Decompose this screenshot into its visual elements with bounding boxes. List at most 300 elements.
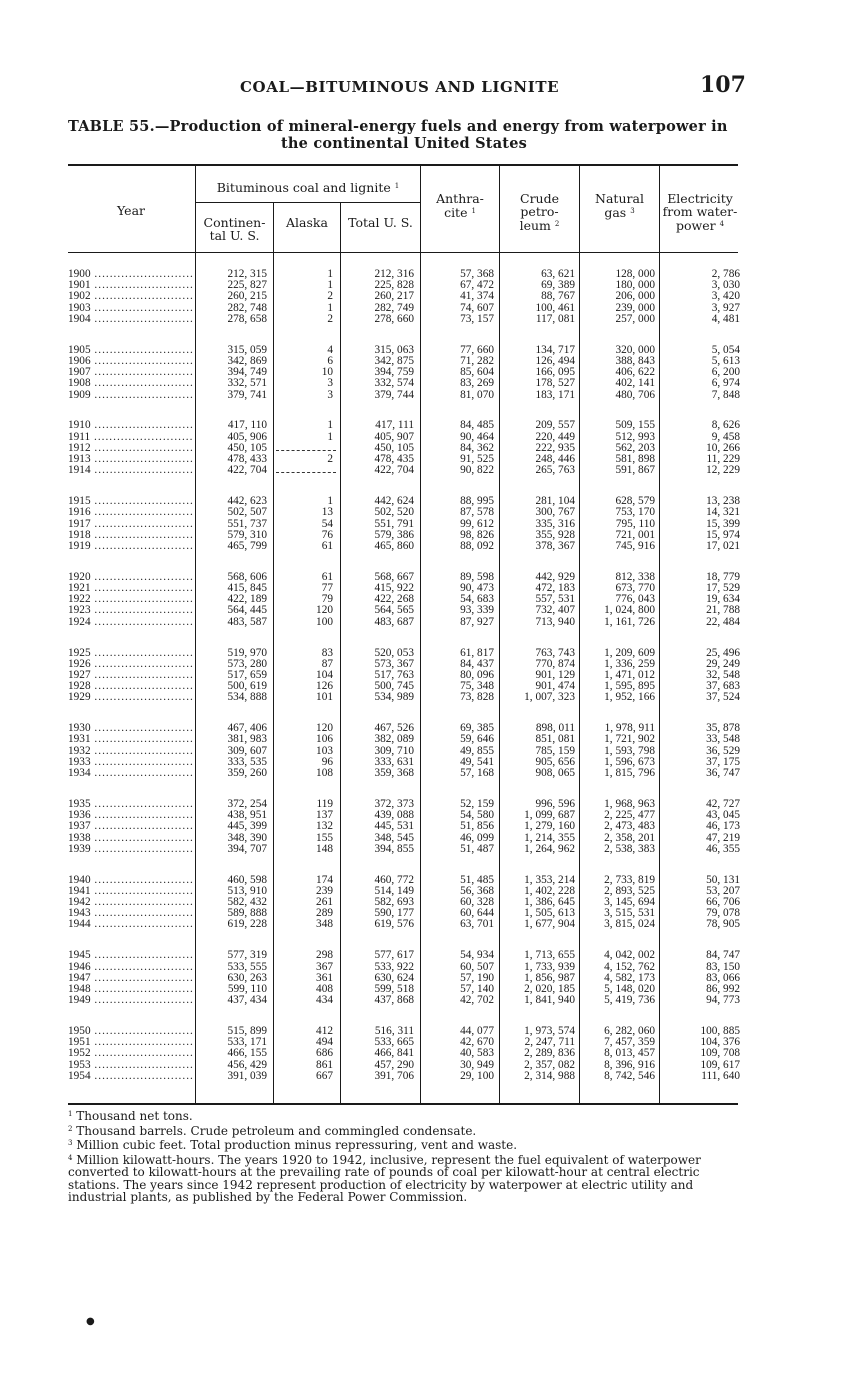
anthracite-cell: 51, 485 bbox=[460, 873, 494, 886]
gas-cell: 1, 024, 800 bbox=[604, 604, 655, 617]
continental-cell: 442, 623 bbox=[227, 495, 267, 508]
total-cell: 568, 667 bbox=[374, 570, 414, 583]
printer-mark-icon: ● bbox=[86, 1316, 95, 1327]
gas-cell: 402, 141 bbox=[615, 377, 655, 390]
year-cell: 1908 ..... bbox=[68, 377, 194, 390]
header-bituminous-label: Bituminous coal and lignite bbox=[216, 180, 391, 195]
electricity-cell: 79, 078 bbox=[706, 907, 740, 920]
year-cell: 1946 ..... bbox=[68, 961, 194, 974]
header-bituminous-group bbox=[196, 180, 420, 194]
footnote-text: Thousand net tons. bbox=[76, 1109, 193, 1123]
crude-cell: 134, 717 bbox=[535, 343, 575, 356]
total-cell: 467, 526 bbox=[374, 722, 414, 735]
continental-cell: 379, 741 bbox=[227, 388, 267, 401]
continental-cell: 445, 399 bbox=[227, 820, 267, 833]
year-cell: 1913 ..... bbox=[68, 453, 194, 466]
anthracite-cell: 73, 157 bbox=[460, 312, 494, 325]
gas-cell: 776, 043 bbox=[615, 593, 655, 606]
total-cell: 442, 624 bbox=[374, 495, 414, 508]
electricity-cell: 25, 496 bbox=[706, 646, 740, 659]
total-cell: 260, 217 bbox=[374, 290, 414, 303]
alaska-cell: 367 bbox=[316, 960, 333, 973]
total-cell: 590, 177 bbox=[374, 907, 414, 920]
anthracite-cell: 73, 828 bbox=[460, 691, 494, 704]
crude-cell: 281, 104 bbox=[535, 495, 575, 508]
continental-cell: 422, 704 bbox=[227, 464, 267, 477]
crude-cell: 901, 474 bbox=[535, 680, 575, 693]
continental-cell: 513, 910 bbox=[227, 884, 267, 897]
footnote-mark: 1 bbox=[68, 1110, 73, 1118]
anthracite-cell: 75, 348 bbox=[460, 680, 494, 693]
gas-cell: 628, 579 bbox=[615, 495, 655, 508]
year-cell: 1919 ..... bbox=[68, 540, 194, 553]
table-title-line-1: TABLE 55.—Production of mineral-energy fuels and energy from waterpower in bbox=[68, 118, 728, 135]
total-cell: 394, 855 bbox=[374, 842, 414, 855]
alaska-cell: 6 bbox=[327, 354, 333, 367]
alaska-cell: 4 bbox=[327, 343, 333, 356]
total-cell: 382, 089 bbox=[374, 733, 414, 746]
continental-cell: 225, 827 bbox=[227, 279, 267, 292]
continental-cell: 460, 598 bbox=[227, 873, 267, 886]
total-cell: 437, 868 bbox=[374, 994, 414, 1007]
alaska-cell: 348 bbox=[316, 918, 333, 931]
electricity-cell: 53, 207 bbox=[706, 884, 740, 897]
year-cell: 1944 ..... bbox=[68, 918, 194, 931]
anthracite-cell: 89, 598 bbox=[460, 570, 494, 583]
electricity-cell: 84, 747 bbox=[706, 949, 740, 962]
electricity-cell: 104, 376 bbox=[700, 1036, 740, 1049]
alaska-cell: 3 bbox=[327, 377, 333, 390]
anthracite-cell: 52, 159 bbox=[460, 797, 494, 810]
gas-cell: 128, 000 bbox=[615, 268, 655, 280]
anthracite-cell: 60, 644 bbox=[460, 907, 494, 920]
alaska-cell: 96 bbox=[321, 755, 333, 768]
year-cell: 1916 ..... bbox=[68, 506, 194, 519]
anthracite-cell: 59, 646 bbox=[460, 733, 494, 746]
electricity-cell: 12, 229 bbox=[706, 464, 740, 477]
anthracite-cell: 90, 822 bbox=[460, 464, 494, 477]
footnote-mark: 2 bbox=[68, 1124, 73, 1133]
anthracite-cell: 57, 168 bbox=[460, 767, 494, 779]
anthracite-cell: 81, 070 bbox=[460, 388, 494, 401]
crude-cell: 785, 159 bbox=[535, 744, 575, 757]
header-alaska: Alaska bbox=[286, 215, 328, 230]
continental-cell: 589, 888 bbox=[227, 907, 267, 920]
header-electricity-line-1: Electricity bbox=[667, 191, 733, 206]
electricity-cell: 37, 683 bbox=[706, 680, 740, 693]
crude-cell: 901, 129 bbox=[535, 668, 575, 681]
footnote-ref: 2 bbox=[554, 220, 560, 228]
gas-cell: 5, 148, 020 bbox=[604, 982, 655, 995]
total-cell: 333, 631 bbox=[374, 755, 414, 768]
continental-cell: 599, 110 bbox=[227, 982, 267, 995]
anthracite-cell: 44, 077 bbox=[460, 1025, 494, 1037]
anthracite-cell: 42, 670 bbox=[460, 1036, 494, 1049]
total-cell: 282, 749 bbox=[374, 301, 414, 314]
continental-cell: 212, 315 bbox=[227, 268, 267, 280]
continental-cell: 465, 799 bbox=[227, 539, 267, 552]
electricity-cell: 66, 706 bbox=[706, 896, 740, 908]
electricity-cell: 13, 238 bbox=[706, 495, 740, 508]
year-cell: 1927 ..... bbox=[68, 669, 194, 682]
crude-cell: 732, 407 bbox=[535, 604, 575, 617]
header-anthracite bbox=[421, 192, 499, 219]
year-cell: 1948 ..... bbox=[68, 983, 194, 996]
alaska-cell: 298 bbox=[316, 949, 333, 962]
continental-cell: 533, 555 bbox=[227, 960, 267, 973]
header-total: Total U. S. bbox=[348, 215, 413, 230]
year-cell: 1932 ..... bbox=[68, 745, 194, 758]
alaska-cell: 54 bbox=[321, 517, 333, 530]
crude-cell: 2, 247, 711 bbox=[524, 1036, 575, 1049]
running-head bbox=[0, 72, 847, 100]
header-continental-line-1: Continen- bbox=[203, 215, 266, 230]
crude-cell: 220, 449 bbox=[535, 430, 575, 443]
alaska-cell: 261 bbox=[316, 896, 333, 908]
electricity-cell: 17, 529 bbox=[706, 582, 740, 594]
alaska-cell: 361 bbox=[316, 971, 333, 984]
electricity-cell: 10, 266 bbox=[706, 441, 740, 454]
continental-cell: 450, 105 bbox=[227, 441, 267, 454]
crude-cell: 898, 011 bbox=[535, 722, 575, 735]
anthracite-cell: 63, 701 bbox=[460, 918, 494, 931]
year-cell: 1909 ..... bbox=[68, 389, 194, 402]
column-rule bbox=[579, 166, 580, 1103]
total-cell: 394, 759 bbox=[374, 366, 414, 379]
total-cell: 516, 311 bbox=[374, 1025, 414, 1037]
gas-cell: 753, 170 bbox=[615, 506, 655, 519]
continental-cell: 517, 659 bbox=[227, 668, 267, 681]
gas-cell: 2, 893, 525 bbox=[604, 884, 655, 897]
year-cell: 1904 ..... bbox=[68, 313, 194, 326]
total-cell: 348, 545 bbox=[374, 831, 414, 844]
electricity-cell: 83, 150 bbox=[706, 960, 740, 973]
year-cell: 1950 ..... bbox=[68, 1025, 194, 1038]
anthracite-cell: 54, 934 bbox=[460, 949, 494, 962]
column-rule bbox=[659, 166, 660, 1103]
alaska-cell: 861 bbox=[316, 1058, 333, 1071]
electricity-cell: 18, 779 bbox=[706, 570, 740, 583]
alaska-cell: 76 bbox=[321, 528, 333, 541]
anthracite-cell: 87, 927 bbox=[460, 615, 494, 628]
crude-cell: 1, 386, 645 bbox=[524, 896, 575, 908]
gas-cell: 2, 225, 477 bbox=[604, 809, 655, 822]
alaska-cell: 1 bbox=[327, 279, 333, 292]
anthracite-cell: 56, 368 bbox=[460, 884, 494, 897]
year-cell: 1953 ..... bbox=[68, 1059, 194, 1072]
continental-cell: 342, 869 bbox=[227, 354, 267, 367]
total-cell: 533, 665 bbox=[374, 1036, 414, 1049]
continental-cell: 483, 587 bbox=[227, 615, 267, 628]
continental-cell: 456, 429 bbox=[227, 1058, 267, 1071]
gas-cell: 480, 706 bbox=[615, 388, 655, 401]
total-cell: 630, 624 bbox=[374, 971, 414, 984]
alaska-cell: 667 bbox=[316, 1069, 333, 1082]
alaska-cell: 1 bbox=[327, 430, 333, 443]
alaska-cell: 2 bbox=[327, 312, 333, 325]
crude-cell: 1, 279, 160 bbox=[524, 820, 575, 833]
continental-cell: 551, 737 bbox=[227, 517, 267, 530]
electricity-cell: 94, 773 bbox=[706, 994, 740, 1007]
total-cell: 332, 574 bbox=[374, 377, 414, 390]
continental-cell: 422, 189 bbox=[227, 593, 267, 606]
total-cell: 465, 860 bbox=[374, 539, 414, 552]
year-cell: 1921 ..... bbox=[68, 582, 194, 595]
gas-cell: 1, 968, 963 bbox=[604, 797, 655, 810]
continental-cell: 359, 260 bbox=[227, 767, 267, 779]
alaska-cell: 494 bbox=[316, 1036, 333, 1049]
header-gas bbox=[580, 192, 659, 219]
electricity-cell: 47, 219 bbox=[706, 831, 740, 844]
anthracite-cell: 57, 190 bbox=[460, 971, 494, 984]
crude-cell: 209, 557 bbox=[535, 419, 575, 432]
crude-cell: 996, 596 bbox=[535, 797, 575, 810]
alaska-cell: 119 bbox=[316, 797, 333, 810]
column-rule bbox=[273, 203, 274, 1103]
header-continental-line-2: tal U. S. bbox=[209, 228, 260, 243]
header-crude-line-1: Crude bbox=[520, 191, 559, 206]
header-anthracite-line-2: cite bbox=[444, 205, 468, 220]
header-crude-line-2: petro- bbox=[520, 204, 559, 219]
gas-cell: 3, 815, 024 bbox=[604, 918, 655, 931]
total-cell: 415, 922 bbox=[374, 582, 414, 594]
anthracite-cell: 71, 282 bbox=[460, 354, 494, 367]
continental-cell: 478, 433 bbox=[227, 453, 267, 465]
gas-cell: 1, 336, 259 bbox=[604, 657, 655, 670]
total-cell: 309, 710 bbox=[374, 744, 414, 757]
header-continental bbox=[196, 216, 273, 242]
total-cell: 278, 660 bbox=[374, 312, 414, 325]
crude-cell: 222, 935 bbox=[535, 441, 575, 454]
crude-cell: 1, 841, 940 bbox=[524, 994, 575, 1007]
alaska-cell: 155 bbox=[316, 831, 333, 844]
year-cell: 1954 ..... bbox=[68, 1070, 194, 1083]
alaska-cell: 289 bbox=[316, 907, 333, 920]
total-cell: 500, 745 bbox=[374, 680, 414, 693]
total-cell: 372, 373 bbox=[374, 797, 414, 810]
total-cell: 422, 704 bbox=[374, 464, 414, 477]
anthracite-cell: 46, 099 bbox=[460, 831, 494, 844]
alaska-cell: 1 bbox=[327, 268, 333, 280]
year-cell: 1912 ..... bbox=[68, 442, 194, 455]
crude-cell: 100, 461 bbox=[535, 301, 575, 314]
gas-cell: 7, 457, 359 bbox=[604, 1036, 655, 1049]
crude-cell: 1, 007, 323 bbox=[524, 691, 575, 704]
alaska-cell: 101 bbox=[316, 691, 333, 704]
total-cell: 391, 706 bbox=[374, 1069, 414, 1082]
electricity-cell: 100, 885 bbox=[700, 1025, 740, 1037]
electricity-cell: 35, 878 bbox=[706, 722, 740, 735]
anthracite-cell: 83, 269 bbox=[460, 377, 494, 390]
year-cell: 1935 ..... bbox=[68, 798, 194, 811]
running-head-title: COAL—BITUMINOUS AND LIGNITE bbox=[240, 78, 560, 96]
crude-cell: 166, 095 bbox=[535, 366, 575, 379]
electricity-cell: 36, 529 bbox=[706, 744, 740, 757]
anthracite-cell: 57, 368 bbox=[460, 268, 494, 280]
crude-cell: 1, 505, 613 bbox=[524, 907, 575, 920]
alaska-cell: 174 bbox=[316, 873, 333, 886]
crude-cell: 557, 531 bbox=[535, 593, 575, 606]
continental-cell: 582, 432 bbox=[227, 896, 267, 908]
crude-cell: 1, 733, 939 bbox=[524, 960, 575, 973]
electricity-cell: 109, 708 bbox=[700, 1047, 740, 1060]
year-cell: 1933 ..... bbox=[68, 756, 194, 769]
electricity-cell: 5, 613 bbox=[711, 354, 740, 367]
continental-cell: 467, 406 bbox=[227, 722, 267, 735]
continental-cell: 579, 310 bbox=[227, 528, 267, 541]
year-cell: 1918 ..... bbox=[68, 529, 194, 542]
header-gas-line-2: gas bbox=[604, 205, 627, 220]
year-cell: 1931 ..... bbox=[68, 733, 194, 746]
anthracite-cell: 88, 995 bbox=[460, 495, 494, 508]
bituminous-group-rule bbox=[196, 202, 420, 203]
footnote-ref: 4 bbox=[719, 220, 725, 228]
continental-cell: 332, 571 bbox=[227, 377, 267, 390]
anthracite-cell: 84, 437 bbox=[460, 657, 494, 670]
continental-cell: 372, 254 bbox=[227, 797, 267, 810]
electricity-cell: 37, 524 bbox=[706, 691, 740, 704]
footnote-2 bbox=[68, 1123, 744, 1138]
gas-cell: 180, 000 bbox=[615, 279, 655, 292]
anthracite-cell: 90, 473 bbox=[460, 582, 494, 594]
footnote-ref: 3 bbox=[630, 207, 635, 215]
crude-cell: 472, 183 bbox=[535, 582, 575, 594]
electricity-cell: 2, 786 bbox=[711, 268, 740, 280]
continental-cell: 437, 434 bbox=[227, 994, 267, 1007]
gas-cell: 1, 595, 895 bbox=[604, 680, 655, 693]
total-cell: 460, 772 bbox=[374, 873, 414, 886]
electricity-cell: 86, 992 bbox=[706, 982, 740, 995]
gas-cell: 4, 582, 173 bbox=[604, 971, 655, 984]
continental-cell: 619, 228 bbox=[227, 918, 267, 931]
gas-cell: 6, 282, 060 bbox=[604, 1025, 655, 1037]
electricity-cell: 15, 974 bbox=[706, 528, 740, 541]
gas-cell: 1, 952, 166 bbox=[604, 691, 655, 704]
total-cell: 445, 531 bbox=[374, 820, 414, 833]
gas-cell: 1, 815, 796 bbox=[604, 767, 655, 779]
gas-cell: 562, 203 bbox=[615, 441, 655, 454]
gas-cell: 673, 770 bbox=[615, 582, 655, 594]
electricity-cell: 4, 481 bbox=[711, 312, 740, 325]
column-rule bbox=[340, 203, 341, 1103]
table-bottom-rule bbox=[68, 1103, 738, 1105]
anthracite-cell: 30, 949 bbox=[460, 1058, 494, 1071]
gas-cell: 206, 000 bbox=[615, 290, 655, 303]
year-cell: 1943 ..... bbox=[68, 907, 194, 920]
continental-cell: 282, 748 bbox=[227, 301, 267, 314]
anthracite-cell: 80, 096 bbox=[460, 668, 494, 681]
total-cell: 466, 841 bbox=[374, 1047, 414, 1060]
crude-cell: 378, 367 bbox=[535, 539, 575, 552]
alaska-cell: 1 bbox=[327, 495, 333, 508]
electricity-cell: 17, 021 bbox=[706, 539, 740, 552]
electricity-cell: 3, 420 bbox=[711, 290, 740, 303]
year-cell: 1915 ..... bbox=[68, 495, 194, 508]
alaska-cell: 100 bbox=[316, 615, 333, 628]
gas-cell: 8, 742, 546 bbox=[604, 1069, 655, 1082]
anthracite-cell: 57, 140 bbox=[460, 982, 494, 995]
alaska-cell: 434 bbox=[316, 994, 333, 1007]
crude-cell: 1, 264, 962 bbox=[524, 842, 575, 855]
continental-cell: 394, 749 bbox=[227, 366, 267, 379]
gas-cell: 4, 042, 002 bbox=[604, 949, 655, 962]
gas-cell: 5, 419, 736 bbox=[604, 994, 655, 1007]
column-rule bbox=[499, 166, 500, 1103]
year-cell: 1951 ..... bbox=[68, 1036, 194, 1049]
anthracite-cell: 84, 485 bbox=[460, 419, 494, 432]
electricity-cell: 5, 054 bbox=[711, 343, 740, 356]
alaska-cell: 108 bbox=[316, 767, 333, 779]
crude-cell: 183, 171 bbox=[535, 388, 575, 401]
crude-cell: 442, 929 bbox=[535, 570, 575, 583]
total-cell: 417, 111 bbox=[375, 419, 414, 432]
header-crude bbox=[500, 192, 579, 232]
continental-cell: 630, 263 bbox=[227, 971, 267, 984]
year-cell: 1926 ..... bbox=[68, 658, 194, 671]
electricity-cell: 46, 173 bbox=[706, 820, 740, 833]
anthracite-cell: 85, 604 bbox=[460, 366, 494, 379]
electricity-cell: 46, 355 bbox=[706, 842, 740, 855]
alaska-cell: 1 bbox=[327, 419, 333, 432]
alaska-cell: 3 bbox=[327, 388, 333, 401]
anthracite-cell: 54, 580 bbox=[460, 809, 494, 822]
year-cell: 1924 ..... bbox=[68, 616, 194, 629]
year-cell: 1930 ..... bbox=[68, 722, 194, 735]
crude-cell: 2, 357, 082 bbox=[524, 1058, 575, 1071]
header-year: Year bbox=[117, 203, 145, 218]
total-cell: 359, 368 bbox=[374, 767, 414, 779]
gas-cell: 581, 898 bbox=[615, 453, 655, 465]
crude-cell: 763, 743 bbox=[535, 646, 575, 659]
crude-cell: 126, 494 bbox=[535, 354, 575, 367]
year-cell: 1952 ..... bbox=[68, 1047, 194, 1060]
crude-cell: 2, 314, 988 bbox=[524, 1069, 575, 1082]
year-cell: 1939 ..... bbox=[68, 843, 194, 856]
crude-cell: 713, 940 bbox=[535, 615, 575, 628]
crude-cell: 851, 081 bbox=[535, 733, 575, 746]
header-electricity bbox=[660, 192, 740, 232]
total-cell: 422, 268 bbox=[374, 593, 414, 606]
total-cell: 439, 088 bbox=[374, 809, 414, 822]
total-cell: 564, 565 bbox=[374, 604, 414, 617]
continental-cell: 577, 319 bbox=[227, 949, 267, 962]
total-cell: 514, 149 bbox=[374, 884, 414, 897]
alaska-cell: 61 bbox=[321, 570, 333, 583]
continental-cell: 564, 445 bbox=[227, 604, 267, 617]
gas-cell: 2, 358, 201 bbox=[604, 831, 655, 844]
gas-cell: 795, 110 bbox=[615, 517, 655, 530]
year-cell: 1914 ..... bbox=[68, 464, 194, 477]
continental-cell: 438, 951 bbox=[227, 809, 267, 822]
gas-cell: 2, 733, 819 bbox=[604, 873, 655, 886]
header-electricity-line-3: power bbox=[675, 218, 716, 233]
total-cell: 502, 520 bbox=[374, 506, 414, 519]
crude-cell: 355, 928 bbox=[535, 528, 575, 541]
alaska-cell: 61 bbox=[321, 539, 333, 552]
total-cell: 599, 518 bbox=[374, 982, 414, 995]
total-cell: 534, 989 bbox=[374, 691, 414, 704]
crude-cell: 300, 767 bbox=[535, 506, 575, 519]
electricity-cell: 36, 747 bbox=[706, 767, 740, 779]
year-cell: 1917 ..... bbox=[68, 518, 194, 531]
anthracite-cell: 54, 683 bbox=[460, 593, 494, 606]
electricity-cell: 19, 634 bbox=[706, 593, 740, 606]
column-rule bbox=[420, 166, 421, 1103]
continental-cell: 381, 983 bbox=[227, 733, 267, 746]
total-cell: 457, 290 bbox=[374, 1058, 414, 1071]
gas-cell: 1, 596, 673 bbox=[604, 755, 655, 768]
gas-cell: 509, 155 bbox=[615, 419, 655, 432]
